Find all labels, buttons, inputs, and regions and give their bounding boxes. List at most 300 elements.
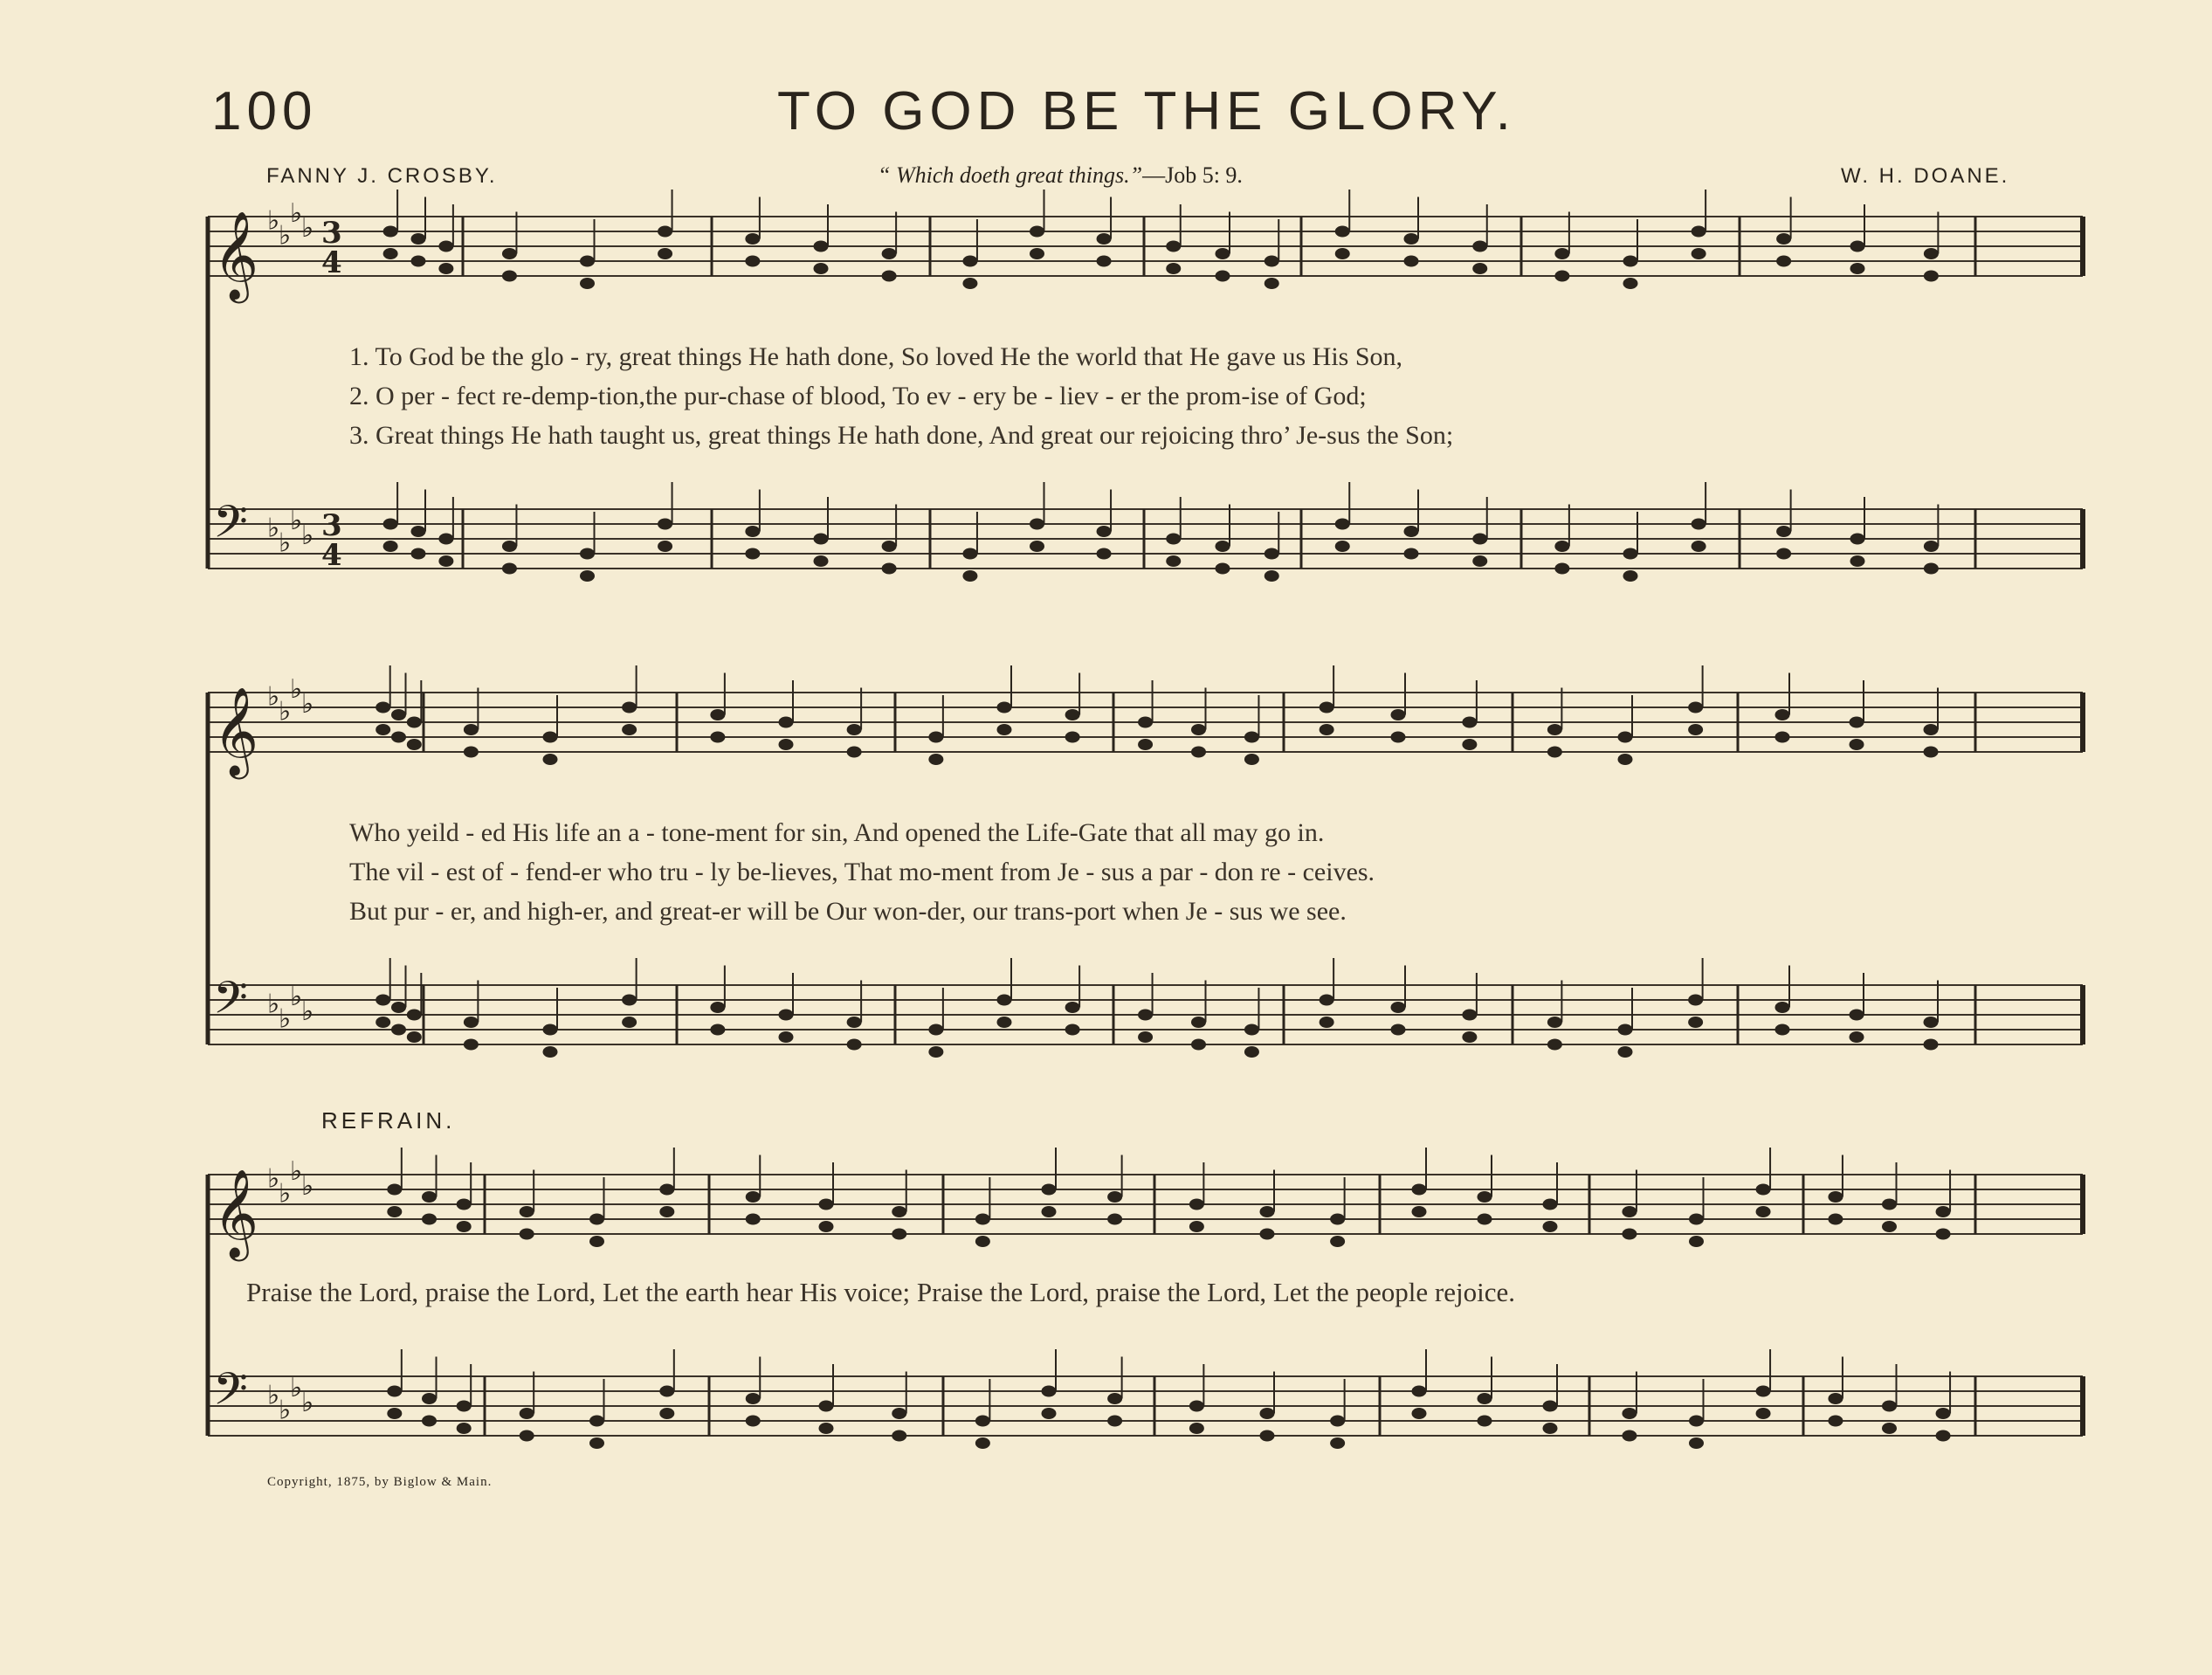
flat-sign: ♭	[279, 1178, 292, 1210]
note-head	[1463, 1032, 1477, 1043]
note-head	[1883, 1401, 1897, 1411]
note-head	[388, 1386, 402, 1396]
note-head	[423, 1214, 437, 1224]
note-head	[1478, 1416, 1492, 1426]
note-head	[746, 1394, 760, 1404]
note-head	[1623, 256, 1637, 266]
note-head	[457, 1199, 471, 1210]
note-head	[383, 541, 397, 552]
time-signature-bottom: 4	[321, 245, 342, 280]
note-head	[1623, 1430, 1637, 1441]
note-head	[1689, 725, 1703, 735]
note-head	[1829, 1416, 1843, 1426]
note-head	[1065, 1024, 1079, 1035]
note-head	[658, 519, 672, 529]
flat-sign: ♭	[279, 220, 292, 252]
note-head	[1412, 1184, 1426, 1195]
note-head	[929, 755, 943, 765]
note-head	[502, 563, 516, 574]
note-head	[882, 271, 896, 281]
flat-sign: ♭	[279, 1003, 292, 1035]
note-head	[1692, 226, 1706, 237]
note-head	[590, 1214, 604, 1224]
note-head	[1690, 1416, 1704, 1426]
note-head	[975, 1237, 989, 1247]
note-head	[746, 1416, 760, 1426]
note-head	[1555, 271, 1569, 281]
note-head	[1108, 1394, 1122, 1404]
flat-sign: ♭	[290, 1156, 303, 1187]
note-head	[1042, 1386, 1056, 1396]
note-head	[929, 732, 943, 742]
note-head	[814, 264, 828, 274]
note-head	[1850, 241, 1864, 252]
note-head	[882, 249, 896, 259]
composer-credit: W. H. DOANE.	[1841, 164, 2010, 188]
note-head	[997, 702, 1011, 713]
note-head	[392, 710, 406, 720]
note-head	[1478, 1214, 1492, 1224]
note-head	[1850, 1032, 1864, 1043]
note-head	[1264, 256, 1278, 266]
epigraph-quote: “ Which doeth great things.”	[878, 162, 1143, 188]
note-head	[457, 1222, 471, 1232]
note-head	[779, 717, 793, 727]
note-head	[1335, 249, 1349, 259]
note-head	[1775, 1024, 1789, 1035]
note-head	[1623, 571, 1637, 582]
note-head	[1320, 995, 1333, 1005]
lyricist-credit: FANNY J. CROSBY.	[266, 164, 498, 188]
page-number: 100	[211, 81, 318, 141]
clefs	[213, 198, 342, 1426]
note-head	[1097, 527, 1111, 537]
note-head	[1189, 1423, 1203, 1434]
note-head	[660, 1386, 674, 1396]
flat-sign: ♭	[279, 696, 292, 727]
time-signature-top: 3	[321, 508, 342, 543]
note-head	[963, 548, 977, 559]
note-head	[1042, 1184, 1056, 1195]
note-head	[457, 1401, 471, 1411]
note-head	[1689, 702, 1703, 713]
note-head	[711, 710, 725, 720]
note-head	[1264, 279, 1278, 289]
note-head	[1756, 1207, 1770, 1217]
note-head	[1264, 548, 1278, 559]
note-head	[464, 747, 478, 757]
note-head	[746, 1192, 760, 1203]
note-head	[1244, 755, 1258, 765]
bass-clef-icon: 𝄢	[213, 971, 248, 1035]
lyric-line-3: 3. Great things He hath taught us, great things He hath done, And great our rejoicing thro’ Je-sus the Son;	[349, 421, 1454, 450]
note-head	[1391, 710, 1405, 720]
note-head	[1924, 747, 1938, 757]
note-head	[388, 1409, 402, 1419]
note-head	[1924, 725, 1938, 735]
note-head	[1320, 725, 1333, 735]
note-head	[1850, 1010, 1864, 1020]
bass-clef-icon: 𝄢	[213, 495, 248, 559]
refrain-lyric: Praise the Lord, praise the Lord, Let the earth hear His voice; Praise the Lord, praise the Lord, Let the people rejoice.	[246, 1277, 1516, 1307]
note-head	[1167, 241, 1181, 252]
note-head	[1192, 725, 1206, 735]
copyright-notice: Copyright, 1875, by Biglow & Main.	[267, 1475, 493, 1489]
note-head	[1692, 519, 1706, 529]
note-head	[520, 1207, 534, 1217]
flat-sign: ♭	[267, 1163, 280, 1195]
note-head	[660, 1184, 674, 1195]
note-head	[1924, 271, 1938, 281]
note-head	[1473, 241, 1487, 252]
flat-sign: ♭	[290, 198, 303, 229]
note-head	[423, 1416, 437, 1426]
note-head	[1547, 747, 1561, 757]
note-head	[439, 534, 453, 544]
note-head	[1108, 1214, 1122, 1224]
note-head	[1555, 563, 1569, 574]
flat-sign: ♭	[267, 1380, 280, 1411]
note-head	[407, 740, 421, 750]
note-head	[1139, 717, 1153, 727]
note-head	[1547, 1039, 1561, 1050]
note-head	[1189, 1401, 1203, 1411]
note-head	[623, 995, 637, 1005]
flat-sign: ♭	[290, 674, 303, 705]
note-head	[1936, 1229, 1950, 1239]
note-head	[1473, 264, 1487, 274]
note-head	[1473, 534, 1487, 544]
note-head	[1689, 995, 1703, 1005]
note-head	[1065, 1003, 1079, 1013]
note-head	[1260, 1409, 1274, 1419]
note-head	[929, 1047, 943, 1058]
note-head	[1097, 256, 1111, 266]
note-head	[814, 241, 828, 252]
flat-sign: ♭	[290, 506, 303, 536]
note-head	[1618, 732, 1632, 742]
lyric-line-2: 2. O per - fect re-demp-tion,the pur-chase of blood, To ev - ery be - liev - er the prom-ise of God;	[349, 382, 1367, 410]
note-head	[1924, 1017, 1938, 1028]
note-head	[407, 717, 421, 727]
note-head	[464, 1039, 478, 1050]
time-signature-top: 3	[321, 216, 342, 251]
note-head	[439, 241, 453, 252]
note-head	[1777, 256, 1791, 266]
note-head	[1167, 534, 1181, 544]
note-head	[439, 264, 453, 274]
note-head	[997, 725, 1011, 735]
note-head	[1030, 541, 1044, 552]
note-head	[376, 702, 390, 713]
note-head	[1108, 1192, 1122, 1203]
note-head	[847, 1017, 861, 1028]
note-head	[1192, 747, 1206, 757]
note-head	[1335, 541, 1349, 552]
note-head	[581, 548, 595, 559]
note-head	[819, 1199, 833, 1210]
note-head	[1260, 1207, 1274, 1217]
note-head	[1030, 519, 1044, 529]
note-head	[1167, 556, 1181, 567]
note-head	[581, 571, 595, 582]
note-head	[376, 725, 390, 735]
note-head	[660, 1409, 674, 1419]
note-head	[1260, 1229, 1274, 1239]
note-head	[1692, 541, 1706, 552]
note-head	[814, 534, 828, 544]
note-head	[929, 1024, 943, 1035]
note-head	[623, 1017, 637, 1028]
note-head	[963, 571, 977, 582]
note-head	[892, 1430, 906, 1441]
note-head	[383, 519, 397, 529]
flat-sign: ♭	[301, 1171, 314, 1202]
note-head	[1623, 1409, 1637, 1419]
refrain-label: REFRAIN.	[321, 1107, 456, 1134]
note-head	[392, 1003, 406, 1013]
note-head	[1320, 702, 1333, 713]
note-head	[392, 1024, 406, 1035]
note-head	[1478, 1192, 1492, 1203]
note-head	[520, 1229, 534, 1239]
note-head	[1473, 556, 1487, 567]
note-head	[1883, 1423, 1897, 1434]
note-head	[1391, 1003, 1405, 1013]
note-head	[892, 1409, 906, 1419]
note-head	[1404, 234, 1418, 245]
note-head	[1320, 1017, 1333, 1028]
note-head	[1623, 548, 1637, 559]
note-head	[411, 527, 425, 537]
note-head	[1690, 1237, 1704, 1247]
note-head	[746, 1214, 760, 1224]
flat-sign: ♭	[267, 205, 280, 237]
note-head	[1850, 717, 1864, 727]
note-head	[1829, 1394, 1843, 1404]
note-head	[590, 1237, 604, 1247]
note-head	[746, 256, 760, 266]
note-head	[1692, 249, 1706, 259]
note-head	[1331, 1214, 1345, 1224]
note-head	[590, 1438, 604, 1449]
note-head	[1936, 1430, 1950, 1441]
note-head	[1216, 271, 1230, 281]
time-signature-bottom: 4	[321, 538, 342, 573]
flat-sign: ♭	[301, 689, 314, 720]
note-head	[1216, 541, 1230, 552]
note-head	[1547, 1017, 1561, 1028]
note-head	[423, 1192, 437, 1203]
note-head	[1192, 1017, 1206, 1028]
note-head	[1412, 1409, 1426, 1419]
note-head	[1331, 1237, 1345, 1247]
note-head	[1404, 548, 1418, 559]
note-head	[1775, 1003, 1789, 1013]
note-head	[502, 541, 516, 552]
flat-sign: ♭	[301, 213, 314, 244]
flat-sign: ♭	[279, 1395, 292, 1426]
note-head	[1543, 1423, 1557, 1434]
note-head	[1547, 725, 1561, 735]
note-head	[1478, 1394, 1492, 1404]
note-head	[376, 995, 390, 1005]
note-head	[543, 1024, 557, 1035]
note-head	[1042, 1409, 1056, 1419]
note-head	[383, 249, 397, 259]
note-head	[975, 1214, 989, 1224]
note-head	[1924, 1039, 1938, 1050]
note-head	[1850, 264, 1864, 274]
note-head	[590, 1416, 604, 1426]
note-head	[1618, 1047, 1632, 1058]
note-head	[1690, 1214, 1704, 1224]
flat-sign: ♭	[290, 982, 303, 1012]
note-head	[1412, 1207, 1426, 1217]
note-head	[543, 755, 557, 765]
note-head	[623, 702, 637, 713]
note-head	[1335, 226, 1349, 237]
lyric-line-4: Who yeild - ed His life an a - tone-ment for sin, And opened the Life-Gate that all may go in.	[349, 818, 1325, 847]
note-head	[1216, 249, 1230, 259]
note-head	[1829, 1214, 1843, 1224]
note-head	[623, 725, 637, 735]
note-head	[1167, 264, 1181, 274]
note-head	[746, 527, 760, 537]
note-head	[1097, 548, 1111, 559]
note-head	[963, 279, 977, 289]
note-head	[1391, 1024, 1405, 1035]
note-head	[1936, 1409, 1950, 1419]
note-head	[411, 256, 425, 266]
note-head	[1463, 740, 1477, 750]
note-head	[581, 279, 595, 289]
note-head	[1065, 710, 1079, 720]
note-head	[1543, 1401, 1557, 1411]
note-head	[439, 556, 453, 567]
note-head	[1936, 1207, 1950, 1217]
note-head	[975, 1416, 989, 1426]
note-head	[1335, 519, 1349, 529]
note-head	[543, 732, 557, 742]
note-head	[457, 1423, 471, 1434]
note-head	[464, 1017, 478, 1028]
note-head	[1623, 279, 1637, 289]
note-head	[407, 1032, 421, 1043]
note-head	[882, 541, 896, 552]
flat-sign: ♭	[301, 520, 314, 551]
note-head	[1139, 1032, 1153, 1043]
note-head	[1775, 732, 1789, 742]
note-head	[711, 732, 725, 742]
note-head	[581, 256, 595, 266]
note-head	[388, 1207, 402, 1217]
note-head	[502, 271, 516, 281]
note-head	[892, 1207, 906, 1217]
note-head	[746, 548, 760, 559]
note-head	[1850, 740, 1864, 750]
note-head	[1829, 1192, 1843, 1203]
note-head	[502, 249, 516, 259]
note-head	[819, 1222, 833, 1232]
note-head	[1924, 563, 1938, 574]
note-head	[1139, 1010, 1153, 1020]
note-head	[1331, 1416, 1345, 1426]
flat-sign: ♭	[290, 1373, 303, 1403]
flat-sign: ♭	[279, 527, 292, 559]
note-head	[658, 249, 672, 259]
note-head	[1555, 541, 1569, 552]
note-head	[1030, 249, 1044, 259]
note-head	[407, 1010, 421, 1020]
note-head	[464, 725, 478, 735]
note-head	[520, 1409, 534, 1419]
note-head	[1777, 234, 1791, 245]
note-head	[847, 725, 861, 735]
lyric-line-6: But pur - er, and high-er, and great-er will be Our won-der, our trans-port when Je - sus we see.	[349, 897, 1347, 926]
note-head	[1030, 226, 1044, 237]
note-head	[411, 548, 425, 559]
note-head	[814, 556, 828, 567]
flat-sign: ♭	[301, 996, 314, 1027]
note-head	[1404, 256, 1418, 266]
note-head	[658, 541, 672, 552]
note-head	[892, 1229, 906, 1239]
note-head	[963, 256, 977, 266]
note-head	[1139, 740, 1153, 750]
note-head	[388, 1184, 402, 1195]
note-head	[1189, 1199, 1203, 1210]
note-head	[1042, 1207, 1056, 1217]
note-head	[779, 740, 793, 750]
note-head	[1775, 710, 1789, 720]
note-head	[1618, 755, 1632, 765]
note-head	[1689, 1017, 1703, 1028]
note-head	[1777, 527, 1791, 537]
note-head	[711, 1024, 725, 1035]
note-head	[383, 226, 397, 237]
note-head	[847, 1039, 861, 1050]
note-head	[423, 1394, 437, 1404]
lyric-line-5: The vil - est of - fend-er who tru - ly be-lieves, That mo-ment from Je - sus a par - don re - ceives.	[349, 858, 1375, 886]
note-head	[1623, 1207, 1637, 1217]
flat-sign: ♭	[267, 513, 280, 544]
note-head	[819, 1401, 833, 1411]
treble-clef-icon: 𝄞	[213, 1168, 259, 1258]
note-head	[997, 995, 1011, 1005]
flat-sign: ♭	[301, 1388, 314, 1418]
flat-sign: ♭	[267, 989, 280, 1020]
note-head	[1391, 732, 1405, 742]
note-head	[1463, 1010, 1477, 1020]
note-head	[1883, 1199, 1897, 1210]
note-head	[779, 1032, 793, 1043]
note-head	[1543, 1199, 1557, 1210]
note-head	[1850, 534, 1864, 544]
note-head	[847, 747, 861, 757]
note-head	[1216, 563, 1230, 574]
note-head	[1097, 234, 1111, 245]
note-head	[520, 1430, 534, 1441]
note-head	[1555, 249, 1569, 259]
note-head	[376, 1017, 390, 1028]
note-head	[1756, 1409, 1770, 1419]
note-head	[1883, 1222, 1897, 1232]
note-head	[1260, 1430, 1274, 1441]
note-head	[1404, 527, 1418, 537]
note-head	[658, 226, 672, 237]
note-head	[1189, 1222, 1203, 1232]
